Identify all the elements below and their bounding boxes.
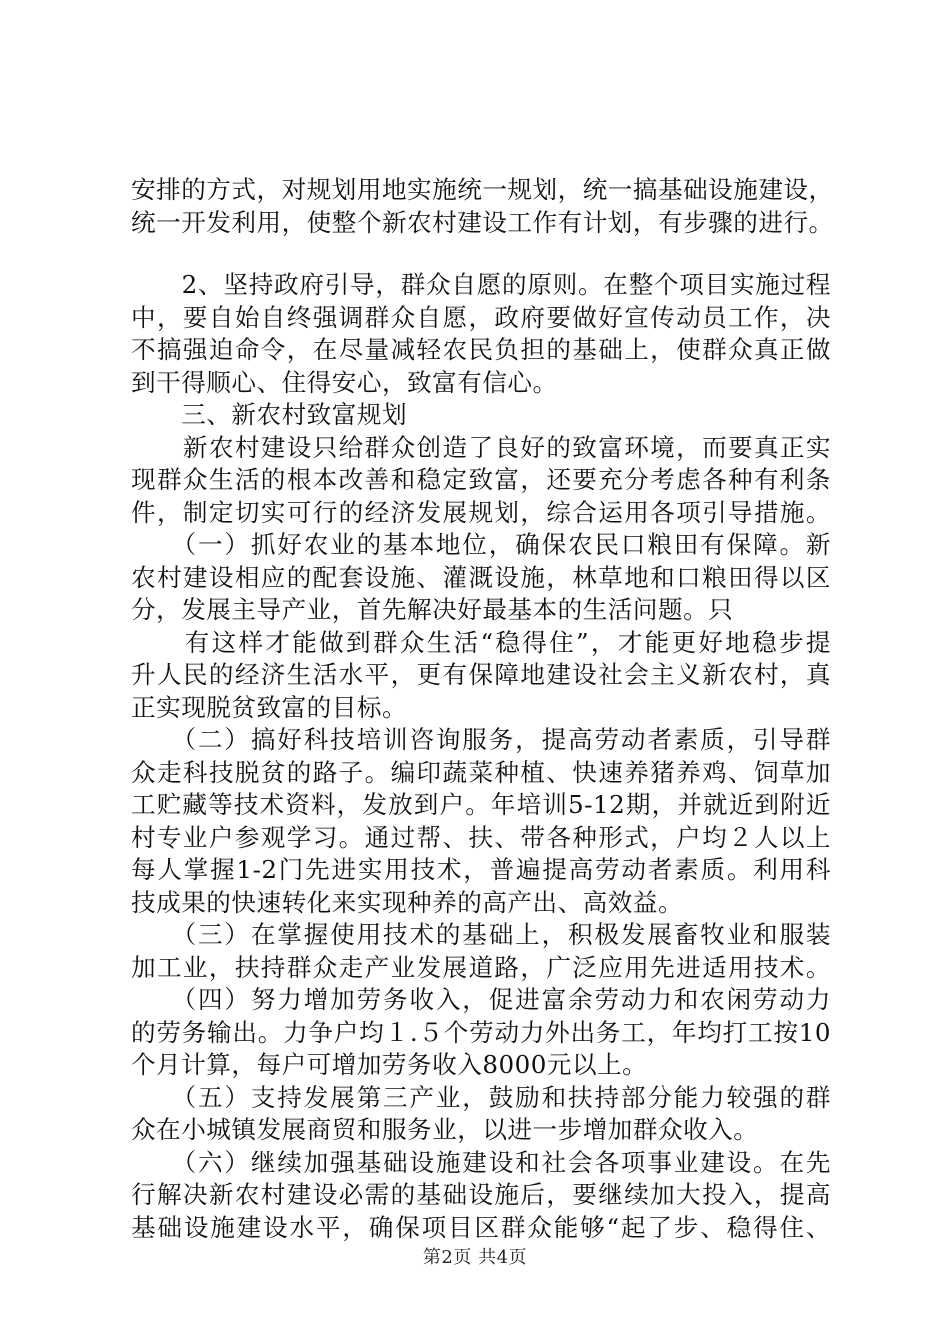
text-line: （三）在掌握使用技术的基础上，积极发展畜牧业和服装 xyxy=(131,920,831,949)
section-heading: 三、新农村致富规划 xyxy=(131,400,408,429)
text-line: （二）搞好科技培训咨询服务，提高劳动者素质，引导群 xyxy=(131,725,831,754)
text-line: （六）继续加强基础设施建设和社会各项事业建设。在先 xyxy=(131,1147,831,1177)
text-line: 工贮藏等技术资料，发放到户。年培训5-12期，并就近到附近 xyxy=(131,790,831,819)
paragraph-gap xyxy=(131,239,831,269)
text-line: 新农村建设只给群众创造了良好的致富环境，而要真正实 xyxy=(131,432,831,462)
text-line: 到干得顺心、住得安心，致富有信心。 xyxy=(131,367,558,397)
text-line: 加工业，扶持群众走产业发展道路，广泛应用先进适用技术。 xyxy=(131,952,831,982)
text-line: 不搞强迫命令，在尽量减轻农民负担的基础上，使群众真正做 xyxy=(131,335,831,364)
text-line: 中，要自始自终强调群众自愿，政府要做好宣传动员工作，决 xyxy=(131,302,831,332)
text-line: 众走科技脱贫的路子。编印蔬菜种植、快速养猪养鸡、饲草加 xyxy=(131,757,831,787)
text-line: 分，发展主导产业，首先解决好最基本的生活问题。只 xyxy=(131,595,734,624)
text-line: 行解决新农村建设必需的基础设施后，要继续加大投入，提高 xyxy=(131,1180,831,1209)
text-line: 农村建设相应的配套设施、灌溉设施，林草地和口粮田得以区 xyxy=(131,562,831,592)
text-line: 有这样才能做到群众生活“稳得住”，才能更好地稳步提 xyxy=(131,627,831,657)
text-line: 2、坚持政府引导，群众自愿的原则。在整个项目实施过程 xyxy=(131,270,831,299)
text-line: 统一开发利用，使整个新农村建设工作有计划，有步骤的进行。 xyxy=(131,207,834,237)
text-line: 正实现脱贫致富的目标。 xyxy=(131,692,408,722)
text-line: 升人民的经济生活水平，更有保障地建设社会主义新农村，真 xyxy=(131,660,831,689)
text-line: 的劳务输出。力争户均１.５个劳动力外出务工，年均打工按10 xyxy=(131,1017,831,1047)
text-line: 村专业户参观学习。通过帮、扶、带各种形式，户均２人以上 xyxy=(131,822,831,852)
text-line: 众在小城镇发展商贸和服务业，以进一步增加群众收入。 xyxy=(131,1115,759,1144)
text-line: 每人掌握1-2门先进实用技术，普遍提高劳动者素质。利用科 xyxy=(131,855,831,884)
text-line: （五）支持发展第三产业，鼓励和扶持部分能力较强的群 xyxy=(131,1082,831,1112)
text-line: 现群众生活的根本改善和稳定致富，还要充分考虑各种有利条 xyxy=(131,465,831,494)
text-line: 基础设施建设水平，确保项目区群众能够“起了步、稳得住、 xyxy=(131,1212,831,1242)
text-line: 安排的方式，对规划用地实施统一规划，统一搞基础设施建设， xyxy=(131,175,834,204)
text-line: 个月计算，每户可增加劳务收入8000元以上。 xyxy=(131,1050,648,1079)
text-line: 技成果的快速转化来实现种养的高产出、高效益。 xyxy=(131,887,684,917)
page-footer: 第2页 共4页 xyxy=(422,1247,528,1268)
text-line: （一）抓好农业的基本地位，确保农民口粮田有保障。新 xyxy=(131,530,831,559)
text-line: （四）努力增加劳务收入，促进富余劳动力和农闲劳动力 xyxy=(131,985,831,1014)
document-body xyxy=(131,174,834,1244)
text-line: 件，制定切实可行的经济发展规划，综合运用各项引导措施。 xyxy=(131,497,831,527)
